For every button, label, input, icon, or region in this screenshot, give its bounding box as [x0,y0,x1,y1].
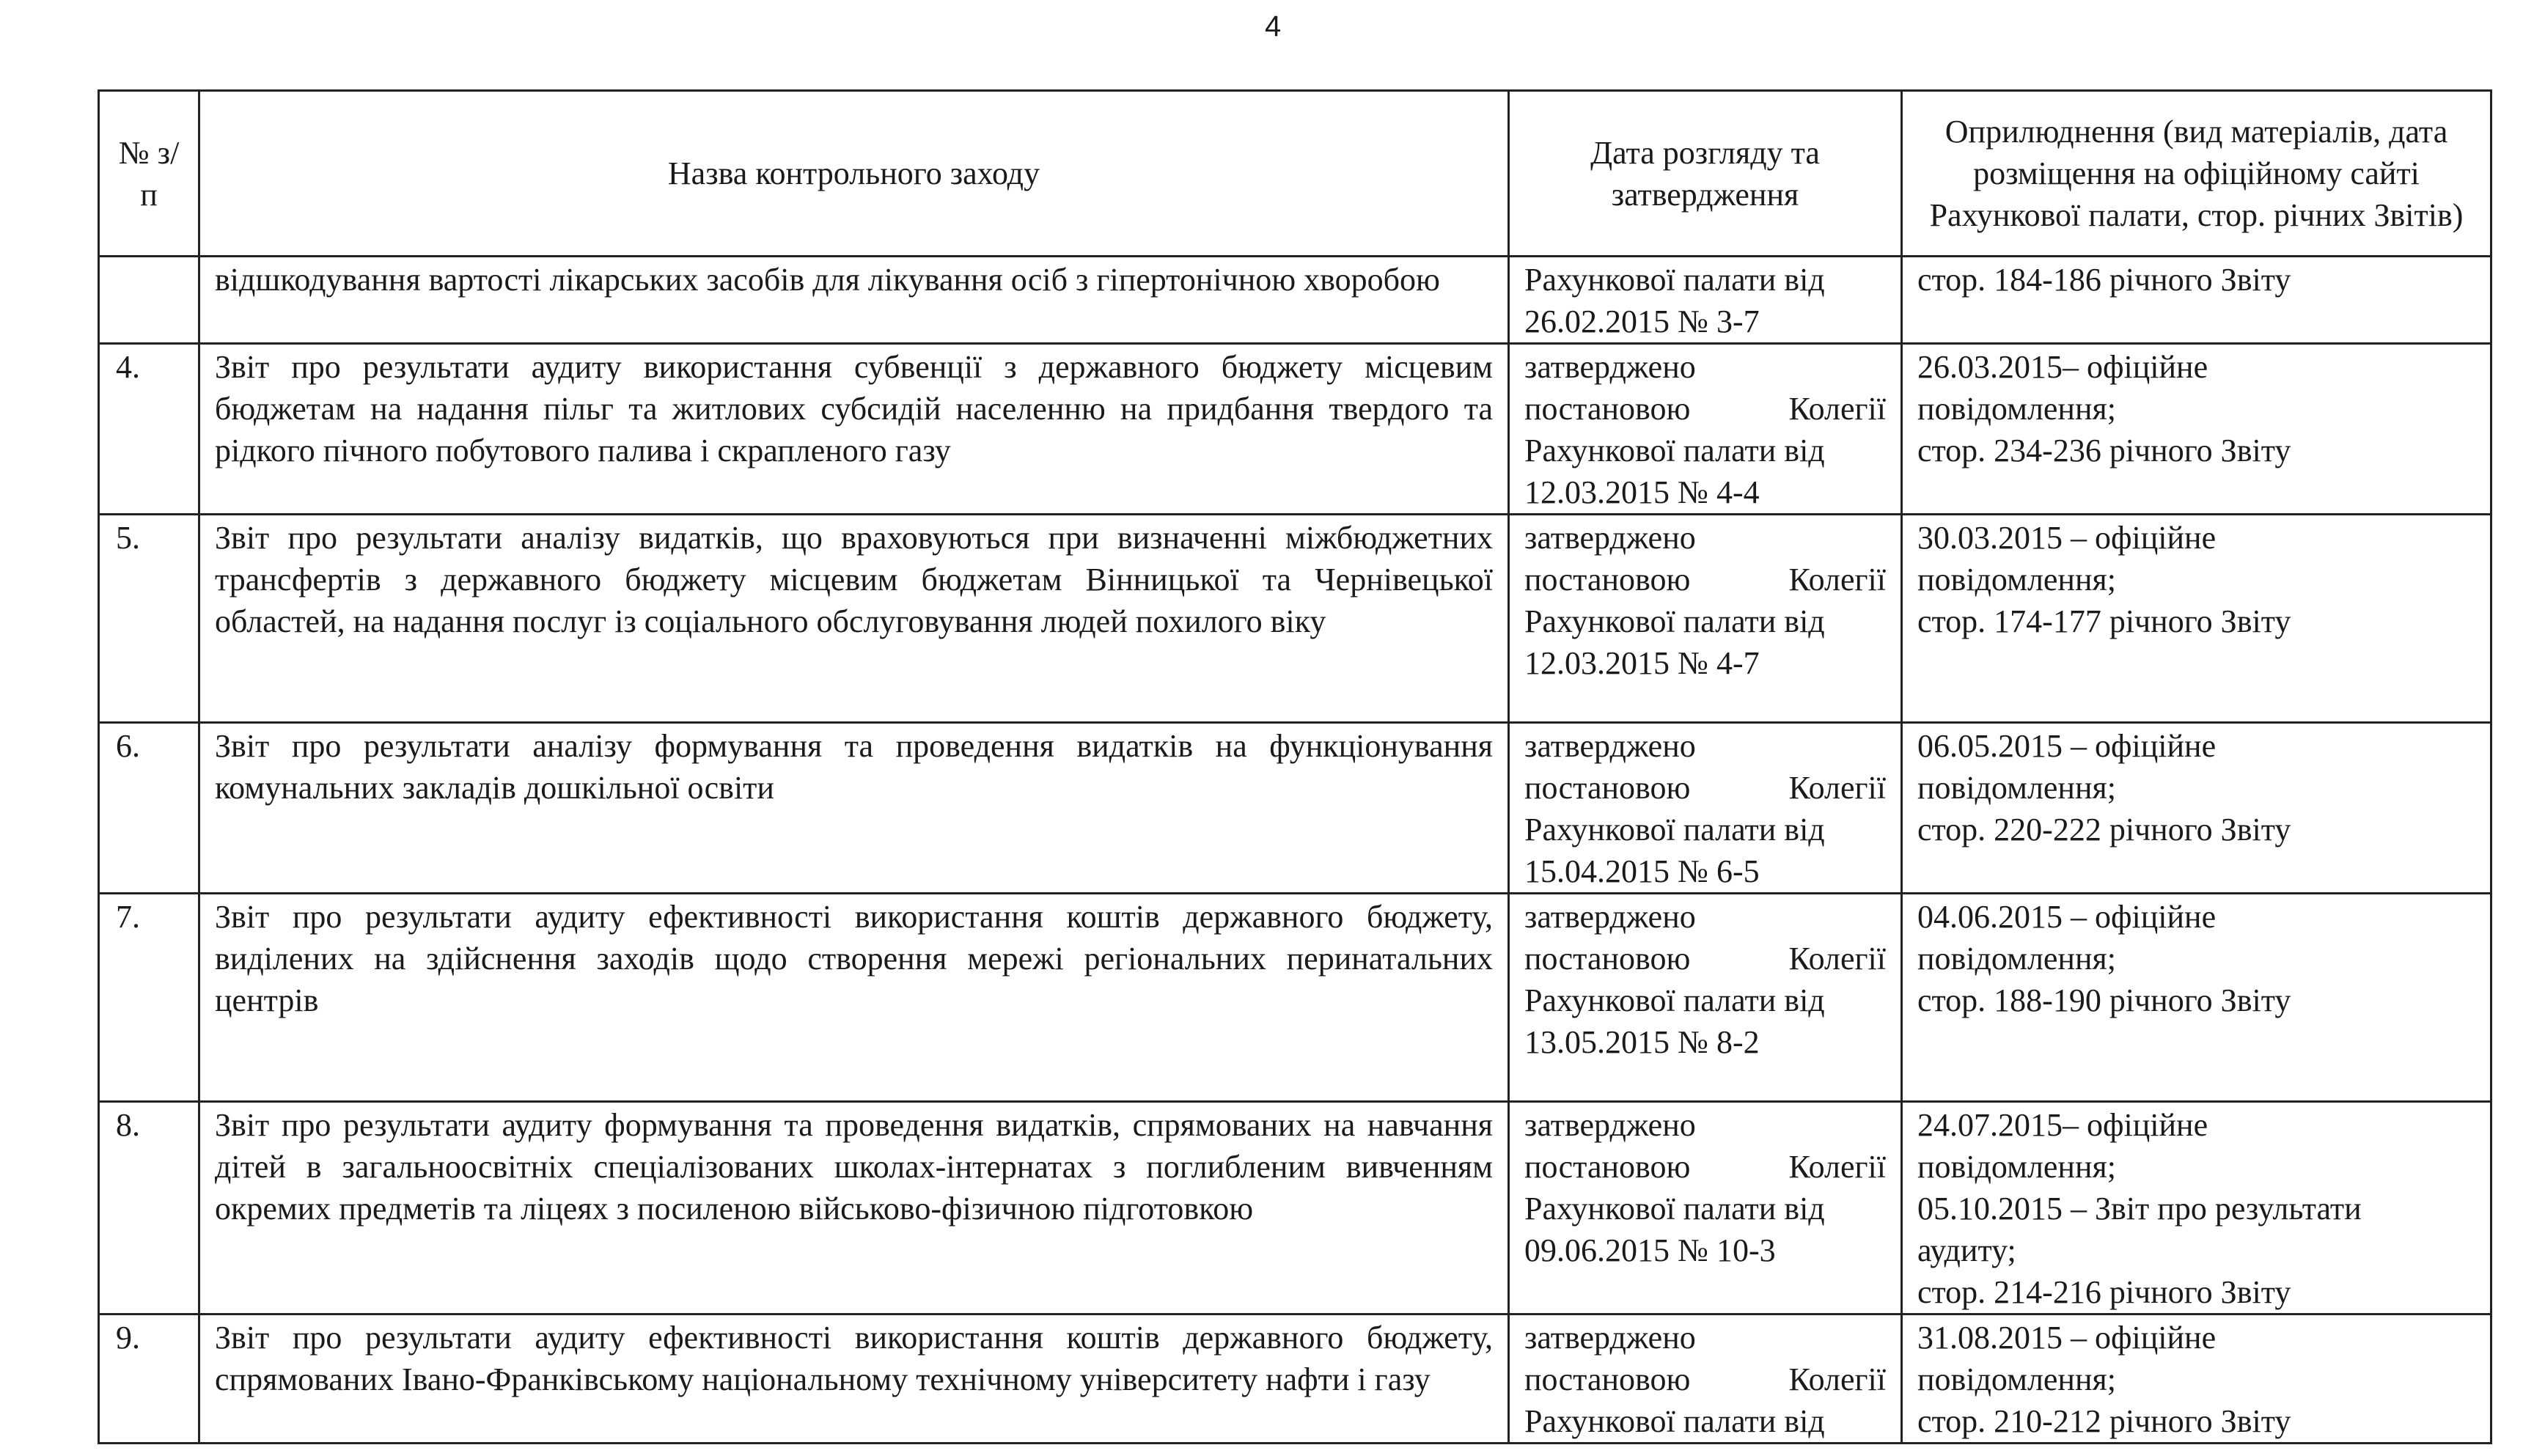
review-date [1509,723,1902,894]
publication-line: стор. 184-186 річного Звіту [1917,262,2291,298]
review-date-line: Рахункової палати від [1524,1191,1825,1227]
measure-name: відшкодування вартості лікарських засобів для лікування осіб з гіпертонічною хворобою [199,257,1509,344]
publication-line: аудиту; [1917,1232,2016,1268]
row-number: 8. [99,1102,199,1315]
review-date-line: 13.05.2015 № 8-2 [1524,1024,1760,1060]
review-date-line: Рахункової палати від [1524,812,1825,848]
review-date [1509,344,1902,515]
review-date-line: Рахункової палати від [1524,433,1825,468]
review-date-line: затверджено [1524,349,1696,385]
measure-name: Звіт про результати аудиту ефективності використання коштів державного бюджету, виділених на здійснення заходів щодо створення мережі регіональних перинатальних центрів [199,894,1509,1102]
header-number: № з/п [99,91,199,257]
review-date-line: постановою Колегії [1524,770,1886,806]
publication-line: стор. 210-212 річного Звіту [1917,1403,2291,1439]
row-number: 5. [99,515,199,723]
publication-info [1902,894,2491,1102]
review-date-line: 26.02.2015 № 3-7 [1524,304,1760,339]
table-row [99,344,2491,515]
review-date-line: постановою Колегії [1524,391,1886,427]
review-date-line: затверджено [1524,1320,1696,1356]
measure-name: Звіт про результати аудиту ефективності використання коштів державного бюджету, спрямованих Івано-Франківському національному технічному університету нафти і газу [199,1315,1509,1444]
publication-info [1902,257,2491,344]
row-number [99,257,199,344]
review-date-line: 12.03.2015 № 4-4 [1524,474,1760,510]
publication-line: 04.06.2015 – офіційне [1917,899,2217,935]
table-row [99,894,2491,1102]
row-number: 7. [99,894,199,1102]
review-date-line: постановою Колегії [1524,1149,1886,1185]
review-date-line: постановою Колегії [1524,562,1886,598]
review-date-line: 12.03.2015 № 4-7 [1524,645,1760,681]
page-number: 4 [1265,10,1282,43]
review-date-line: Рахункової палати від [1524,982,1825,1018]
publication-line: 05.10.2015 – Звіт про результати [1917,1191,2362,1227]
review-date-line: Рахункової палати від [1524,1403,1825,1439]
publication-line: стор. 174-177 річного Звіту [1917,603,2291,639]
review-date-line: 09.06.2015 № 10-3 [1524,1232,1776,1268]
row-number: 6. [99,723,199,894]
publication-line: повідомлення; [1917,770,2116,806]
review-date [1509,257,1902,344]
publication-info [1902,344,2491,515]
publication-line: 26.03.2015– офіційне [1917,349,2208,385]
review-date-line: 15.04.2015 № 6-5 [1524,853,1760,889]
publication-line: 30.03.2015 – офіційне [1917,520,2217,556]
review-date-line: затверджено [1524,520,1696,556]
audit-measures-table [98,89,2492,1444]
table-row [99,1102,2491,1315]
review-date-line: затверджено [1524,899,1696,935]
measure-name: Звіт про результати аудиту використання субвенції з державного бюджету місцевим бюджетам на надання пільг та житлових субсидій населенню на придбання твердого та рідкого пічного побутового палива і скрапленого газу [199,344,1509,515]
publication-line: стор. 188-190 річного Звіту [1917,982,2291,1018]
review-date-line: постановою Колегії [1524,941,1886,977]
table-row [99,257,2491,344]
publication-info [1902,1315,2491,1444]
review-date [1509,894,1902,1102]
review-date-line: затверджено [1524,728,1696,764]
measure-name: Звіт про результати аудиту формування та проведення видатків, спрямованих на навчання дітей в загальноосвітніх спеціалізованих школах-інтернатах з поглибленим вивченням окремих предметів та ліцеях з посиленою військово-фізичною підготовкою [199,1102,1509,1315]
publication-line: повідомлення; [1917,562,2116,598]
publication-info [1902,515,2491,723]
review-date-line: затверджено [1524,1107,1696,1143]
table-row [99,723,2491,894]
publication-info [1902,1102,2491,1315]
row-number: 4. [99,344,199,515]
publication-line: 06.05.2015 – офіційне [1917,728,2217,764]
publication-line: стор. 214-216 річного Звіту [1917,1274,2291,1310]
table-row [99,515,2491,723]
review-date [1509,1315,1902,1444]
review-date [1509,1102,1902,1315]
publication-line: повідомлення; [1917,941,2116,977]
table-header-row [99,91,2491,257]
publication-info [1902,723,2491,894]
header-review-date: Дата розгляду та затвердження [1509,91,1902,257]
publication-line: 31.08.2015 – офіційне [1917,1320,2217,1356]
publication-line: повідомлення; [1917,391,2116,427]
publication-line: стор. 220-222 річного Звіту [1917,812,2291,848]
review-date-line: Рахункової палати від [1524,603,1825,639]
publication-line: 24.07.2015– офіційне [1917,1107,2208,1143]
publication-line: стор. 234-236 річного Звіту [1917,433,2291,468]
measure-name: Звіт про результати аналізу формування та проведення видатків на функціонування комунальних закладів дошкільної освіти [199,723,1509,894]
review-date [1509,515,1902,723]
publication-line: повідомлення; [1917,1149,2116,1185]
publication-line: повідомлення; [1917,1361,2116,1397]
review-date-line: постановою Колегії [1524,1361,1886,1397]
review-date-line: Рахункової палати від [1524,262,1825,298]
table-row [99,1315,2491,1444]
row-number: 9. [99,1315,199,1444]
header-publication: Оприлюднення (вид матеріалів, дата розміщення на офіційному сайті Рахункової палати, стор. річних Звітів) [1902,91,2491,257]
measure-name: Звіт про результати аналізу видатків, що враховуються при визначенні міжбюджетних трансфертів з державного бюджету місцевим бюджетам Вінницької та Чернівецької областей, на надання послуг із соціального обслуговування людей похилого віку [199,515,1509,723]
header-measure-name: Назва контрольного заходу [199,91,1509,257]
